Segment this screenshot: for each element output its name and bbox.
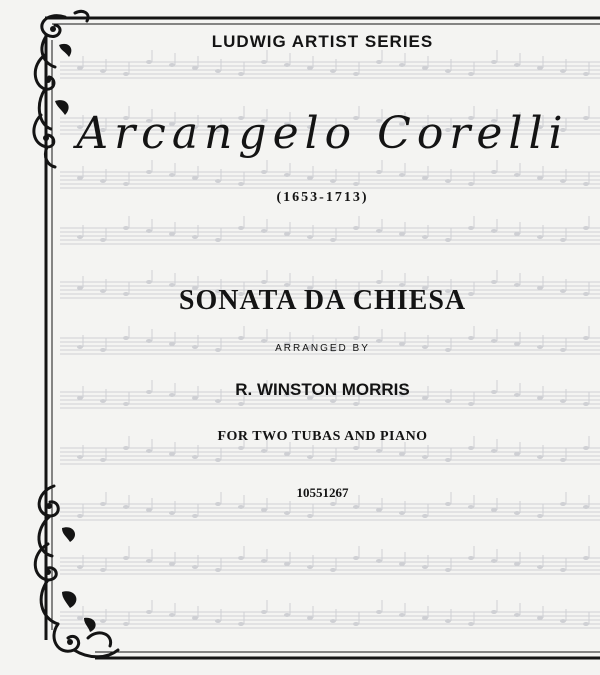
catalog-number: 10551267 [296,485,349,500]
instrumentation: FOR TWO TUBAS AND PIANO [217,429,428,444]
arranger-name: R. WINSTON MORRIS [235,380,410,399]
series-title: LUDWIG ARTIST SERIES [211,32,434,51]
composer-name: Arcangelo Corelli [76,108,569,159]
arranged-by-label: ARRANGED BY [275,343,370,354]
work-title: SONATA DA CHIESA [178,285,467,316]
scroll-ornament-bottom-left-icon [18,478,128,668]
composer-dates: (1653-1713) [276,190,369,205]
